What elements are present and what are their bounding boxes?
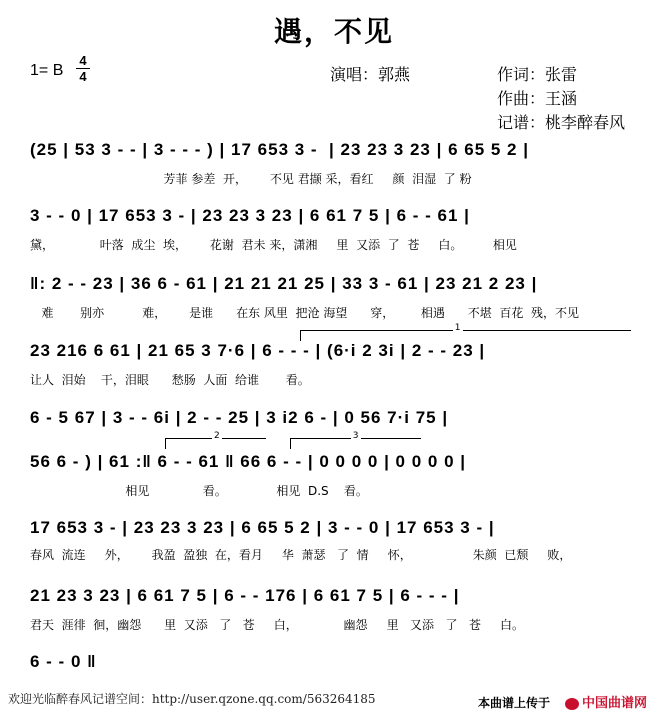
volta-label: 3 <box>352 431 359 441</box>
time-signature-bottom: 4 <box>79 69 87 84</box>
song-title: 遇，不见 <box>273 15 394 48</box>
notation-line: 21 23 3 23 | 6 61 7 5 | 6 - - 176 | 6 61 7 5 | 6 - - - | <box>30 586 460 605</box>
transcriber-credit: 记谱：桃李醉春风 <box>497 113 626 132</box>
notation-line: 3 - - 0 | 17 653 3 - | 23 23 3 23 | 6 61 7 5 | 6 - - 61 | <box>30 206 470 225</box>
lyric-line: 难 别亦 难， 是谁 在东 风里 把沧 海望 穿， 相遇 不堪 百花 残，不见 <box>30 306 580 320</box>
logo-icon <box>565 698 579 710</box>
lyric-line: 君天 涯徘 徊，幽怨 里 又添 了 苍 白， 幽怨 里 又添 了 苍 白。 <box>30 618 524 632</box>
lyric-line: 相见 看。 相见 D.S 看。 <box>30 484 368 498</box>
key-signature: 1= B <box>30 62 64 79</box>
site-logo[interactable] <box>565 692 647 711</box>
logo-text: 中国曲谱网 <box>582 696 648 711</box>
notation-line: 17 653 3 - | 23 23 3 23 | 6 65 5 2 | 3 - - 0 | 17 653 3 - | <box>30 518 495 537</box>
volta-label: 2 <box>214 431 220 441</box>
notation-line: 56 6 - ) | 61 :‖ 6 - - 61 ‖ 66 6 - - | 0 0 0 0 | 0 0 0 0 | <box>30 452 467 471</box>
lyric-line: 芳菲 参差 开， 不见 君撷 采，看红 颜 泪湿 了 粉 <box>30 172 472 186</box>
volta-bracket-3 <box>290 431 421 449</box>
notation-line: ‖: 2 - - 23 | 36 6 - 61 | 21 21 21 25 | 33 3 - 61 | 23 21 2 23 | <box>30 274 538 293</box>
lyricist-credit: 作词：张雷 <box>497 65 578 84</box>
footer-site-text: 欢迎光临醉春风记谱空间：http://user.qzone.qq.com/563264185 <box>8 692 376 706</box>
volta-label: 1 <box>454 323 461 333</box>
time-signature-top: 4 <box>79 53 87 68</box>
time-signature <box>76 54 90 83</box>
composer-credit: 作曲：王涵 <box>497 89 578 108</box>
volta-bracket-1 <box>300 323 631 341</box>
notation-line: 23 216 6 61 | 21 65 3 7·6 | 6 - - - | (6·i 2 3i | 2 - - 23 | <box>30 341 486 360</box>
notation-line: 6 - 5 67 | 3 - - 6i | 2 - - 25 | 3 i2 6 - | 0 56 7·i 75 | <box>30 408 449 427</box>
volta-bracket-2 <box>165 431 266 449</box>
notation-line: 6 - - 0 ‖ <box>30 652 97 671</box>
notation-line: (25 | 53 3 - - | 3 - - - ) | 17 653 3 - | 23 23 3 23 | 6 65 5 2 | <box>30 140 529 159</box>
lyric-line: 黛， 叶落 成尘 埃， 花谢 君未 来，潇湘 里 又添 了 苍 白。 相见 <box>30 238 517 252</box>
singer-credit: 演唱：郭燕 <box>330 65 411 84</box>
upload-credit: 本曲谱上传于 <box>478 696 551 710</box>
lyric-line: 春风 流连 外， 我盈 盈独 在，看月 华 萧瑟 了 情 怀， 朱颜 已颓 败， <box>30 548 572 562</box>
lyric-line: 让人 泪始 干，泪眼 愁肠 人面 给谁 看。 <box>30 373 310 387</box>
